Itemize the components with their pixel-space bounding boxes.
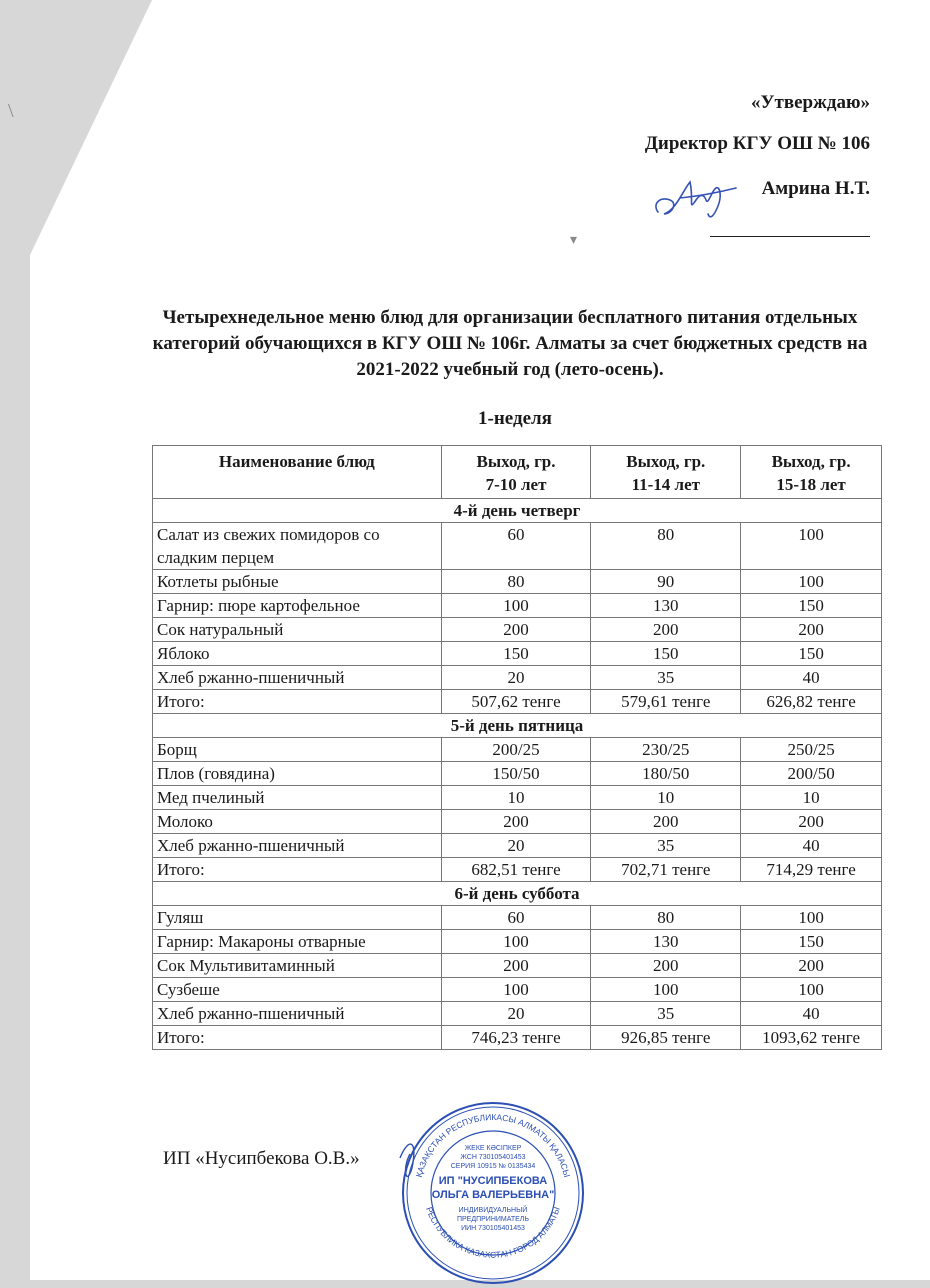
day-header-row — [153, 882, 882, 906]
scan-mark: ▾ — [570, 233, 578, 248]
table-row — [153, 1002, 882, 1026]
stamp-line: ЖЕКЕ КӘСІПКЕР — [464, 1145, 522, 1152]
dish-name: Итого: — [153, 690, 442, 714]
portion-value: 150/50 — [441, 762, 591, 786]
portion-value: 40 — [741, 1002, 882, 1026]
header-age-7-10 — [441, 446, 591, 499]
portion-value: 200 — [741, 954, 882, 978]
portion-value: 507,62 тенге — [441, 690, 591, 714]
portion-value: 90 — [591, 570, 741, 594]
portion-value: 100 — [591, 978, 741, 1002]
portion-value: 100 — [741, 906, 882, 930]
portion-value: 926,85 тенге — [591, 1026, 741, 1050]
table-row — [153, 618, 882, 642]
portion-value: 150 — [591, 642, 741, 666]
portion-value: 150 — [441, 642, 591, 666]
scan-mark: \ — [8, 100, 14, 122]
table-row — [153, 834, 882, 858]
portion-value: 230/25 — [591, 738, 741, 762]
table-row — [153, 523, 882, 570]
entrepreneur-label: ИП «Нусипбекова О.В.» — [163, 1148, 360, 1169]
dish-name: Сузбеше — [153, 978, 442, 1002]
dish-name: Салат из свежих помидоров со сладким перцем — [153, 523, 442, 570]
dish-name: Сок Мультивитаминный — [153, 954, 442, 978]
table-row — [153, 666, 882, 690]
total-row — [153, 858, 882, 882]
table-row — [153, 738, 882, 762]
portion-value: 130 — [591, 594, 741, 618]
portion-value: 746,23 тенге — [441, 1026, 591, 1050]
portion-value: 40 — [741, 666, 882, 690]
table-row — [153, 570, 882, 594]
dish-name: Сок натуральный — [153, 618, 442, 642]
stamp-line: ЖСН 730105401453 — [460, 1154, 526, 1161]
stamp-name: ОЛЬГА ВАЛЕРЬЕВНА" — [431, 1189, 555, 1201]
stamp-name: ИП "НУСИПБЕКОВА — [438, 1175, 548, 1187]
table-row — [153, 954, 882, 978]
approval-director: Директор КГУ ОШ № 106 — [644, 133, 870, 154]
dish-name: Итого: — [153, 1026, 442, 1050]
day-header-row — [153, 499, 882, 523]
portion-value: 250/25 — [741, 738, 882, 762]
portion-value: 714,29 тенге — [741, 858, 882, 882]
portion-value: 180/50 — [591, 762, 741, 786]
portion-value: 200 — [441, 618, 591, 642]
director-signature — [650, 170, 740, 230]
portion-value: 579,61 тенге — [591, 690, 741, 714]
portion-value: 100 — [441, 978, 591, 1002]
dish-name: Молоко — [153, 810, 442, 834]
portion-value: 10 — [441, 786, 591, 810]
portion-value: 60 — [441, 906, 591, 930]
day-title: 5-й день пятница — [153, 714, 882, 738]
dish-name: Борщ — [153, 738, 442, 762]
table-row — [153, 978, 882, 1002]
dish-name: Мед пчелиный — [153, 786, 442, 810]
table-row — [153, 762, 882, 786]
portion-value: 35 — [591, 834, 741, 858]
table-row — [153, 642, 882, 666]
portion-value: 60 — [441, 523, 591, 570]
table-header-row — [153, 446, 882, 499]
table-row — [153, 594, 882, 618]
stamp-line: СЕРИЯ 10915 № 0135434 — [450, 1163, 536, 1170]
header-age: 11-14 лет — [631, 475, 700, 494]
portion-value: 80 — [591, 523, 741, 570]
portion-value: 80 — [441, 570, 591, 594]
dish-name: Котлеты рыбные — [153, 570, 442, 594]
header-age: 7-10 лет — [485, 475, 547, 494]
portion-value: 100 — [741, 523, 882, 570]
dish-name: Хлеб ржанно-пшеничный — [153, 834, 442, 858]
table-row — [153, 810, 882, 834]
portion-value: 200 — [441, 954, 591, 978]
portion-value: 20 — [441, 666, 591, 690]
header-dish-name: Наименование блюд — [153, 446, 442, 499]
week-label: 1-неделя — [478, 408, 552, 429]
table-row — [153, 930, 882, 954]
portion-value: 80 — [591, 906, 741, 930]
portion-value: 200 — [741, 810, 882, 834]
dish-name: Плов (говядина) — [153, 762, 442, 786]
approval-heading: «Утверждаю» — [751, 92, 870, 113]
portion-value: 40 — [741, 834, 882, 858]
day-title: 4-й день четверг — [153, 499, 882, 523]
total-row — [153, 690, 882, 714]
signature-line — [710, 236, 870, 237]
document-title: Четырехнедельное меню блюд для организации бесплатного питания отдельных категорий обучающихся в КГУ ОШ № 106г. Алматы за счет бюджетных средств на 2021-2022 учебный год (лето-осень). — [152, 307, 868, 380]
stamp-line: ИНДИВИДУАЛЬНЫЙ — [458, 1207, 528, 1214]
portion-value: 150 — [741, 642, 882, 666]
dish-name: Гуляш — [153, 906, 442, 930]
portion-value: 200 — [591, 954, 741, 978]
header-age-11-14 — [591, 446, 741, 499]
portion-value: 200 — [591, 810, 741, 834]
dish-name: Итого: — [153, 858, 442, 882]
portion-value: 10 — [741, 786, 882, 810]
dish-name: Хлеб ржанно-пшеничный — [153, 666, 442, 690]
total-row — [153, 1026, 882, 1050]
portion-value: 150 — [741, 930, 882, 954]
portion-value: 100 — [741, 978, 882, 1002]
portion-value: 130 — [591, 930, 741, 954]
dish-name: Гарнир: пюре картофельное — [153, 594, 442, 618]
official-stamp — [398, 1098, 588, 1288]
portion-value: 20 — [441, 834, 591, 858]
stamp-line: ПРЕДПРИНИМАТЕЛЬ — [456, 1216, 530, 1223]
portion-value: 35 — [591, 1002, 741, 1026]
portion-value: 100 — [741, 570, 882, 594]
portion-value: 150 — [741, 594, 882, 618]
portion-value: 682,51 тенге — [441, 858, 591, 882]
approval-name: Амрина Н.Т. — [761, 178, 870, 199]
stamp-outer-top: ҚАЗАҚСТАН РЕСПУБЛИКАСЫ АЛМАТЫ ҚАЛАСЫ — [413, 1111, 573, 1179]
portion-value: 200 — [741, 618, 882, 642]
portion-value: 100 — [441, 930, 591, 954]
portion-value: 35 — [591, 666, 741, 690]
stamp-line: ИИН 730105401453 — [461, 1225, 525, 1232]
portion-value: 200 — [591, 618, 741, 642]
header-label: Выход, гр. — [476, 452, 556, 471]
portion-value: 100 — [441, 594, 591, 618]
day-title: 6-й день суббота — [153, 882, 882, 906]
dish-name: Яблоко — [153, 642, 442, 666]
menu-table — [152, 445, 882, 1050]
portion-value: 20 — [441, 1002, 591, 1026]
dish-name: Хлеб ржанно-пшеничный — [153, 1002, 442, 1026]
stamp-outer-bottom: РЕСПУБЛИКА КАЗАХСТАН ГОРОД АЛМАТЫ — [424, 1205, 562, 1260]
portion-value: 10 — [591, 786, 741, 810]
portion-value: 200 — [441, 810, 591, 834]
header-age-15-18 — [741, 446, 882, 499]
day-header-row — [153, 714, 882, 738]
portion-value: 200/25 — [441, 738, 591, 762]
header-age: 15-18 лет — [776, 475, 846, 494]
header-label: Выход, гр. — [626, 452, 706, 471]
portion-value: 1093,62 тенге — [741, 1026, 882, 1050]
table-row — [153, 906, 882, 930]
dish-name: Гарнир: Макароны отварные — [153, 930, 442, 954]
table-row — [153, 786, 882, 810]
portion-value: 626,82 тенге — [741, 690, 882, 714]
header-label: Выход, гр. — [771, 452, 851, 471]
portion-value: 702,71 тенге — [591, 858, 741, 882]
portion-value: 200/50 — [741, 762, 882, 786]
